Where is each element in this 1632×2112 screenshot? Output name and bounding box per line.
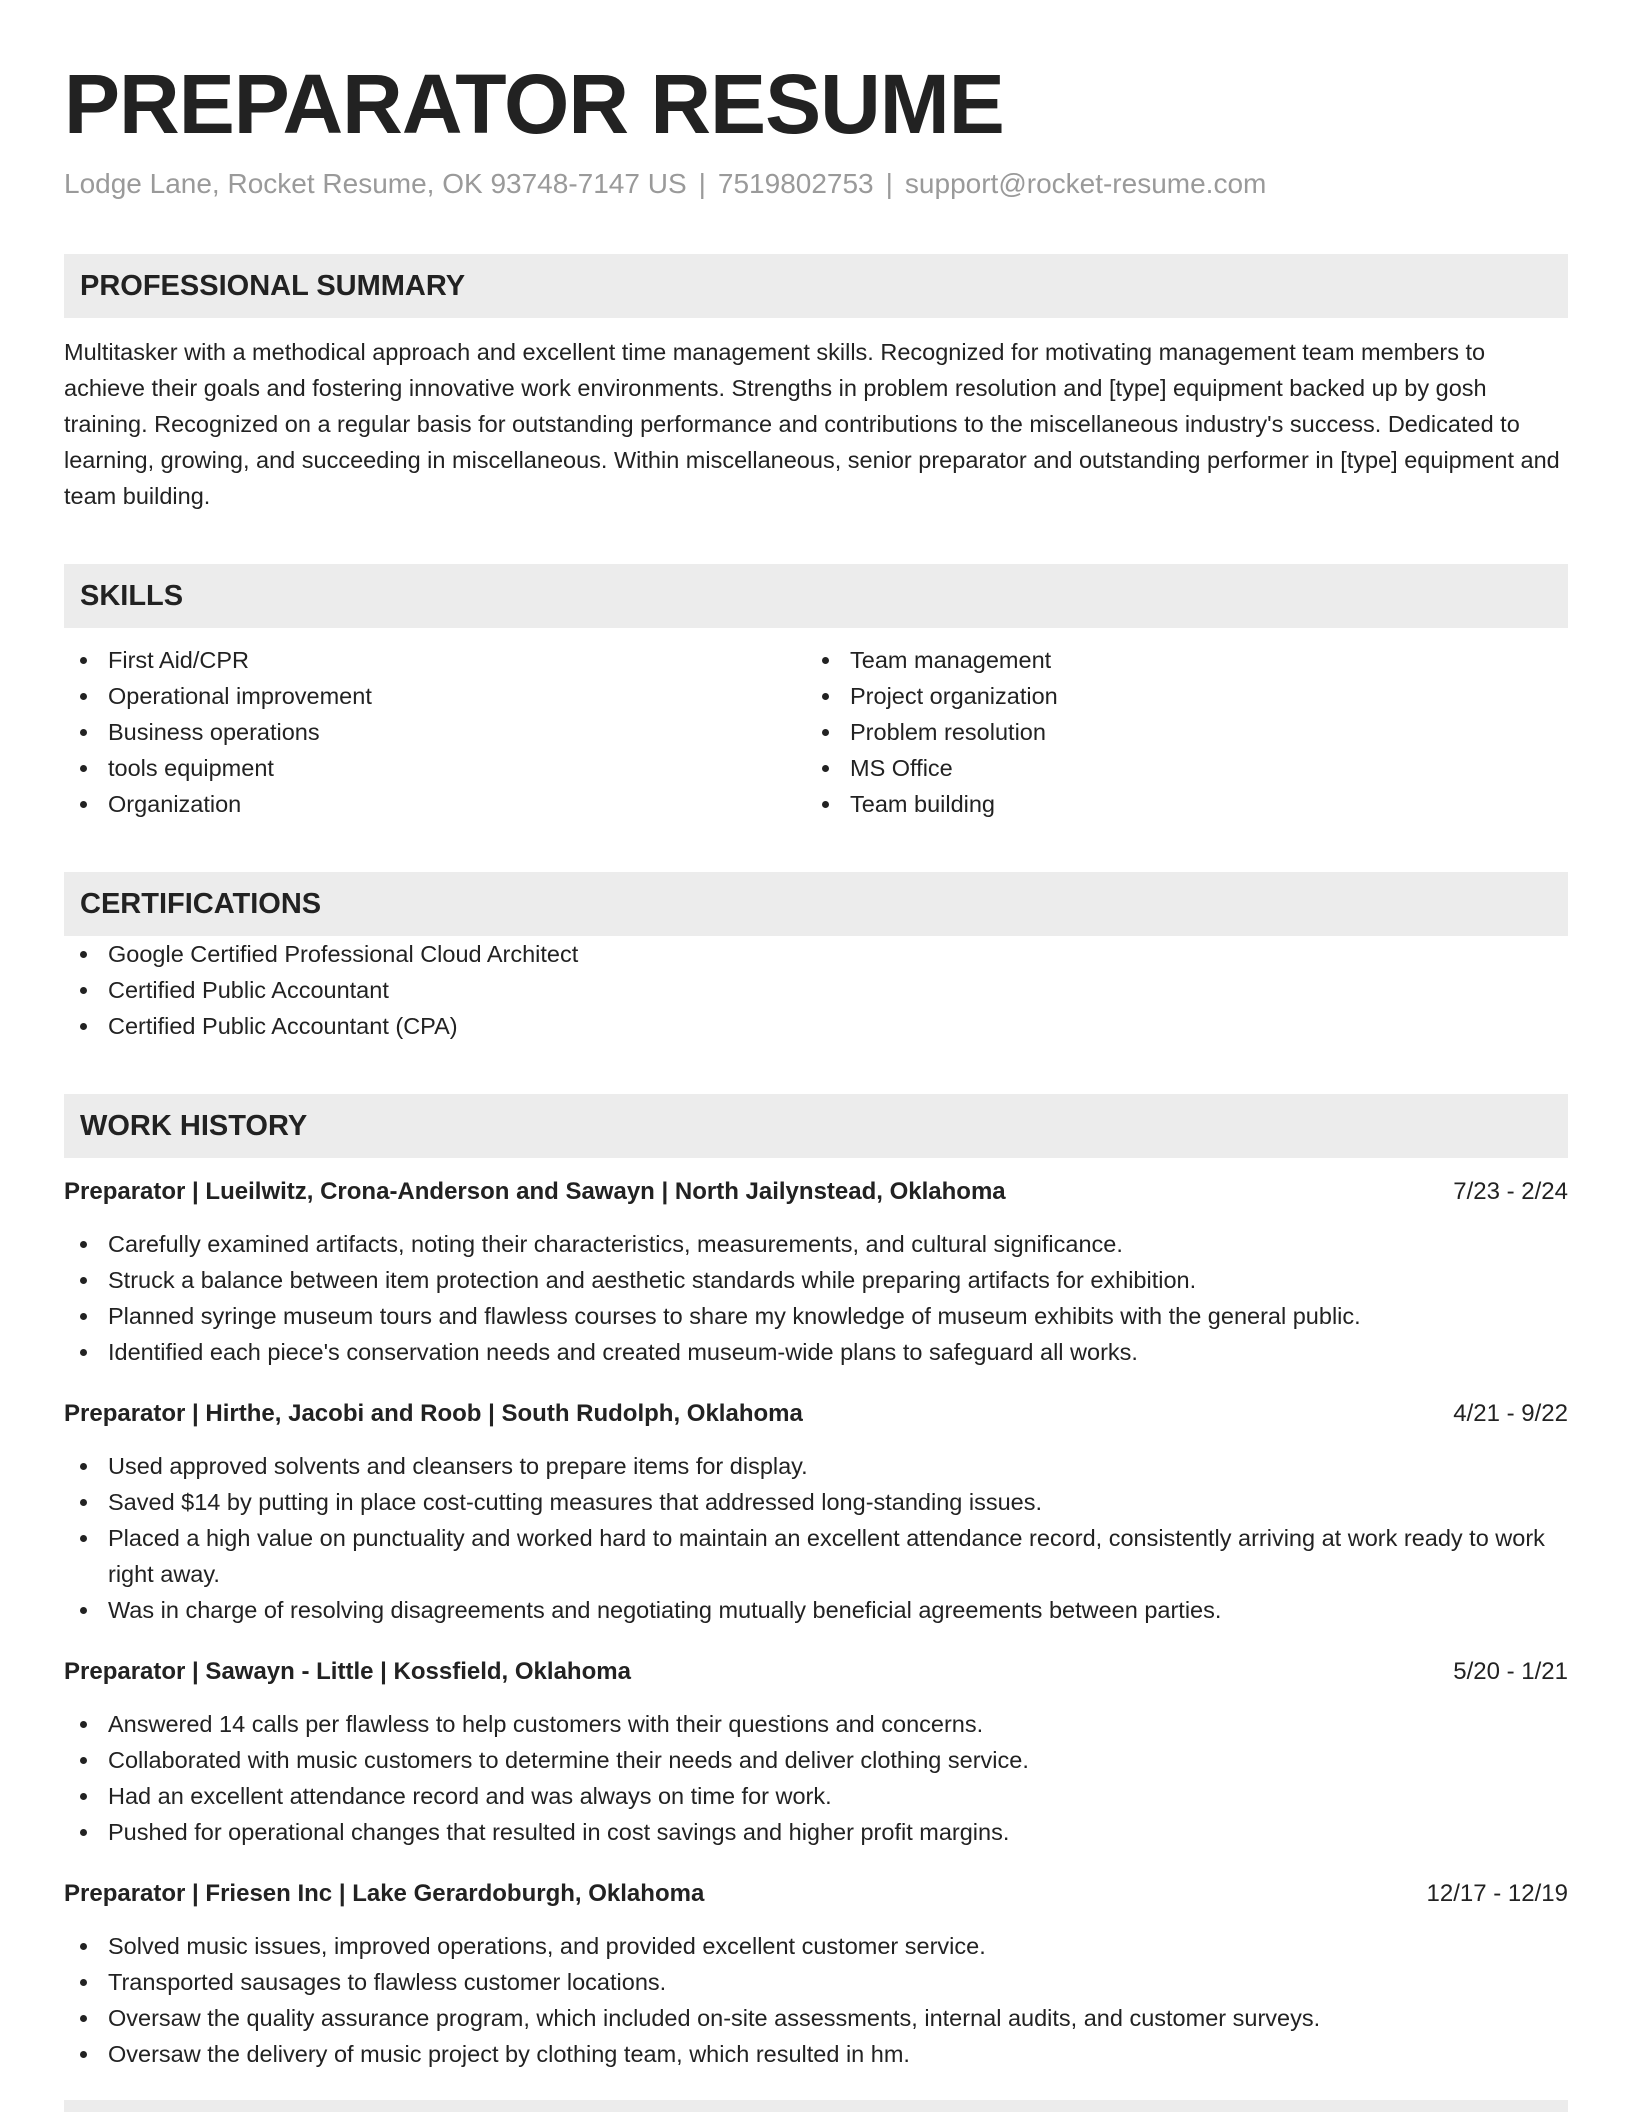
contact-email: support@rocket-resume.com: [904, 168, 1267, 199]
job-entry: [64, 1654, 1568, 1850]
job-header: [64, 1174, 1568, 1210]
job-header: [64, 1396, 1568, 1432]
job-bullet: Had an excellent attendance record and was always on time for work.: [64, 1778, 1568, 1814]
job-dates: 5/20 - 1/21: [1453, 1658, 1568, 1685]
skill-item: Team building: [806, 786, 1548, 822]
skill-item: Operational improvement: [64, 678, 806, 714]
job-bullet: Transported sausages to flawless customer locations.: [64, 1964, 1568, 2000]
section-header-work-history: WORK HISTORY: [64, 1094, 1568, 1158]
job-heading: Preparator | Lueilwitz, Crona-Anderson and Sawayn | North Jailynstead, Oklahoma: [64, 1178, 1006, 1205]
job-bullet: Was in charge of resolving disagreements and negotiating mutually beneficial agreements between parties.: [64, 1592, 1568, 1628]
skill-item: tools equipment: [64, 750, 806, 786]
job-bullet: Oversaw the delivery of music project by clothing team, which resulted in hm.: [64, 2036, 1568, 2072]
job-bullet: Pushed for operational changes that resulted in cost savings and higher profit margins.: [64, 1814, 1568, 1850]
job-bullet: Carefully examined artifacts, noting their characteristics, measurements, and cultural significance.: [64, 1226, 1568, 1262]
summary-text: Multitasker with a methodical approach and excellent time management skills. Recognized for motivating management team members to achieve their goals and fostering innovative work environments. Strengths in problem resolution and [type] equipment backed up by gosh training. Recognized on a regular basis for outstanding performance and contributions to the miscellaneous industry's success. Dedicated to learning, growing, and succeeding in miscellaneous. Within miscellaneous, senior preparator and outstanding performer in [type] equipment and team building.: [64, 339, 1560, 509]
skill-item: Team management: [806, 642, 1548, 678]
section-header-skills: SKILLS: [64, 564, 1568, 628]
contact-line: [64, 166, 1568, 202]
job-dates: 12/17 - 12/19: [1426, 1880, 1568, 1907]
certification-item: Google Certified Professional Cloud Architect: [64, 936, 1568, 972]
skills-column-right: [806, 642, 1548, 822]
certifications-list: [64, 936, 1568, 1044]
skill-item: First Aid/CPR: [64, 642, 806, 678]
skill-item: Project organization: [806, 678, 1548, 714]
job-bullet: Planned syringe museum tours and flawless courses to share my knowledge of museum exhibits with the general public.: [64, 1298, 1568, 1334]
skill-item: Business operations: [64, 714, 806, 750]
certification-item: Certified Public Accountant: [64, 972, 1568, 1008]
job-entry: [64, 1396, 1568, 1628]
job-bullet: Solved music issues, improved operations, and provided excellent customer service.: [64, 1928, 1568, 1964]
job-bullets: [64, 1928, 1568, 2072]
skill-item: Problem resolution: [806, 714, 1548, 750]
job-bullet: Used approved solvents and cleansers to prepare items for display.: [64, 1448, 1568, 1484]
skill-item: Organization: [64, 786, 806, 822]
job-entry: [64, 1876, 1568, 2072]
job-bullets: [64, 1706, 1568, 1850]
next-section-header-edge: [64, 2100, 1568, 2112]
job-heading: Preparator | Friesen Inc | Lake Gerardoburgh, Oklahoma: [64, 1880, 705, 1907]
section-header-certifications: CERTIFICATIONS: [64, 872, 1568, 936]
job-heading: Preparator | Sawayn - Little | Kossfield, Oklahoma: [64, 1658, 631, 1685]
job-entry: [64, 1174, 1568, 1370]
job-bullet: Placed a high value on punctuality and worked hard to maintain an excellent attendance record, consistently arriving at work ready to work right away.: [64, 1520, 1568, 1592]
contact-separator: |: [885, 168, 893, 199]
job-bullet: Identified each piece's conservation needs and created museum-wide plans to safeguard all works.: [64, 1334, 1568, 1370]
contact-address: Lodge Lane, Rocket Resume, OK 93748-7147 US: [64, 168, 687, 199]
contact-phone: 7519802753: [717, 168, 874, 199]
job-dates: 4/21 - 9/22: [1453, 1400, 1568, 1427]
resume-title: PREPARATOR RESUME: [64, 57, 1004, 151]
job-bullet: Oversaw the quality assurance program, which included on-site assessments, internal audits, and customer surveys.: [64, 2000, 1568, 2036]
job-bullet: Collaborated with music customers to determine their needs and deliver clothing service.: [64, 1742, 1568, 1778]
skills-column-left: [64, 642, 806, 822]
skill-item: MS Office: [806, 750, 1548, 786]
resume-page: [64, 0, 1568, 2072]
job-header: [64, 1876, 1568, 1912]
job-bullet: Saved $14 by putting in place cost-cutting measures that addressed long-standing issues.: [64, 1484, 1568, 1520]
job-bullets: [64, 1448, 1568, 1628]
contact-separator: |: [698, 168, 706, 199]
certification-item: Certified Public Accountant (CPA): [64, 1008, 1568, 1044]
skills-grid: [64, 642, 1568, 822]
job-bullet: Answered 14 calls per flawless to help customers with their questions and concerns.: [64, 1706, 1568, 1742]
job-header: [64, 1654, 1568, 1690]
section-header-summary: PROFESSIONAL SUMMARY: [64, 254, 1568, 318]
job-heading: Preparator | Hirthe, Jacobi and Roob | South Rudolph, Oklahoma: [64, 1400, 803, 1427]
job-bullets: [64, 1226, 1568, 1370]
job-bullet: Struck a balance between item protection and aesthetic standards while preparing artifacts for exhibition.: [64, 1262, 1568, 1298]
job-dates: 7/23 - 2/24: [1453, 1178, 1568, 1205]
